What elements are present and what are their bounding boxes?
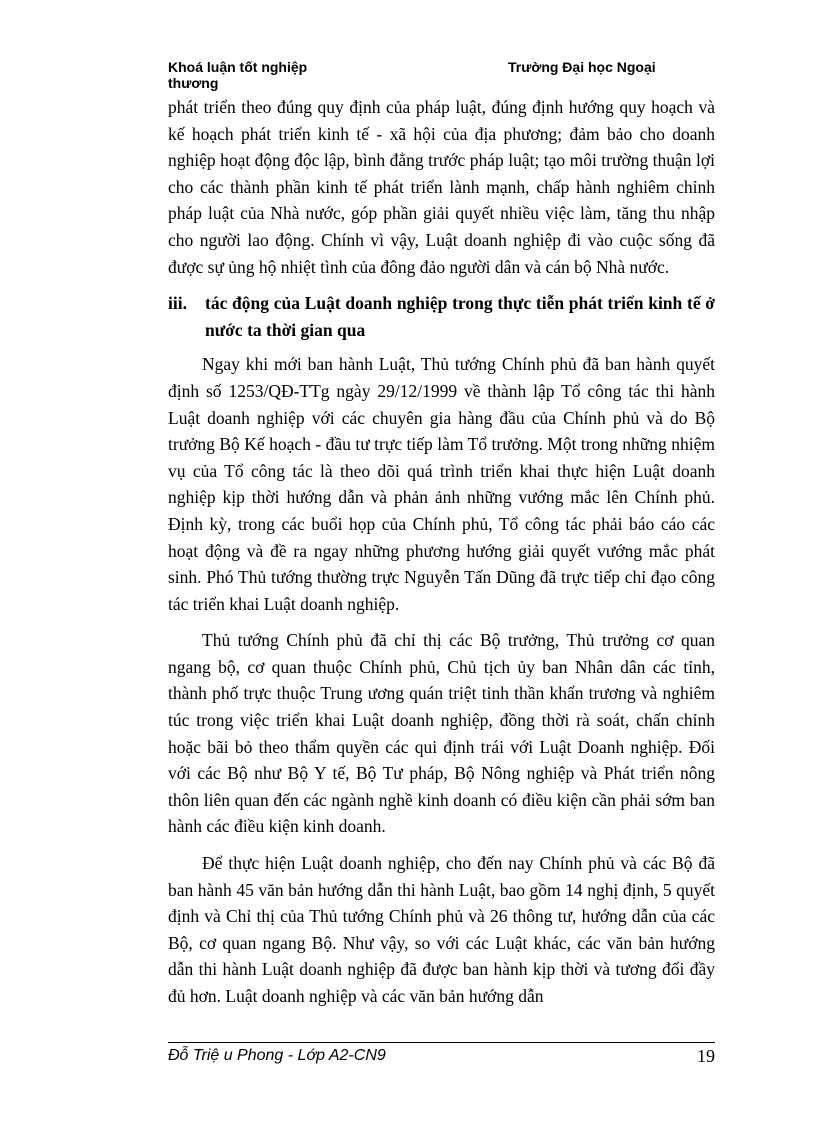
header-left	[168, 59, 368, 91]
body-paragraph: Ngay khi mới ban hành Luật, Thủ tướng Chính phủ đã ban hành quyết định số 1253/QĐ-TTg ngày 29/12/1999 về thành lập Tổ công tác thi hành Luật doanh nghiệp với các chuyên gia hàng đầu của Chính phủ và do Bộ trưởng Bộ Kế hoạch - đầu tư trực tiếp làm Tổ trưởng. Một trong những nhiệm vụ của Tổ công tác là theo dõi quá trình triển khai thực hiện Luật doanh nghiệp kịp thời hướng dẫn và phản ảnh những vướng mắc lên Chính phủ. Định kỳ, trong các buổi họp của Chính phủ, Tổ công tác phải báo cáo các hoạt động và đề ra ngay những phương hướng giải quyết vướng mắc phát sinh. Phó Thủ tướng thường trực Nguyễn Tấn Dũng đã trực tiếp chỉ đạo công tác triển khai Luật doanh nghiệp.	[168, 354, 715, 614]
header-thesis-label: Khoá luận tốt nghiệp	[168, 59, 308, 75]
section-title: tác động của Luật doanh nghiệp trong thực tiễn phát triển kinh tế ở nước ta thời gian qua	[205, 293, 715, 340]
body-paragraph: Để thực hiện Luật doanh nghiệp, cho đến nay Chính phủ và các Bộ đã ban hành 45 văn bản hướng dẫn thi hành Luật, bao gồm 14 nghị định, 5 quyết định và Chỉ thị của Thủ tướng Chính phủ và 26 thông tư, hướng dẫn của các Bộ, cơ quan ngang Bộ. Như vậy, so với các Luật khác, các văn bản hướng dẫn thi hành Luật doanh nghiệp đã được ban hành kịp thời và tương đối đầy đủ hơn. Luật doanh nghiệp và các văn bản hướng dẫn	[168, 853, 715, 1006]
footer-author: Đỗ Triệ u Phong - Lớp A2-CN9	[168, 1047, 386, 1064]
header-university-name: Trường Đại học Ngoại	[508, 59, 656, 75]
page-footer	[168, 1046, 715, 1066]
body-paragraph: Thủ tướng Chính phủ đã chỉ thị các Bộ trưởng, Thủ trưởng cơ quan ngang bộ, cơ quan thuộc Chính phủ, Chủ tịch ủy ban Nhân dân các tỉnh, thành phố trực thuộc Trung ương quán triệt tinh thần khẩn trương và nghiêm túc trong việc triển khai Luật doanh nghiệp, đồng thời rà soát, chấn chỉnh hoặc bãi bỏ theo thẩm quyền các qui định trái với Luật Doanh nghiệp. Đối với các Bộ như Bộ Y tế, Bộ Tư pháp, Bộ Nông nghiệp và Phát triển nông thôn liên quan đến các ngành nghề kinh doanh có điều kiện cần phải sớm ban hành các điều kiện kinh doanh.	[168, 630, 715, 837]
footer-divider	[168, 1042, 715, 1043]
page-body	[168, 94, 715, 1010]
section-heading	[168, 290, 715, 343]
section-number: iii.	[168, 293, 187, 314]
header-thesis-label-cont: thương	[168, 75, 219, 91]
intro-paragraph: phát triển theo đúng quy định của pháp luật, đúng định hướng quy hoạch và kế hoạch phát triển kinh tế - xã hội của địa phương; đảm bảo cho doanh nghiệp hoạt động độc lập, bình đẳng trước pháp luật; tạo môi trường thuận lợi cho các thành phần kinh tế phát triển lành mạnh, chấp hành nghiêm chỉnh pháp luật của Nhà nước, góp phần giải quyết nhiều việc làm, tăng thu nhập cho người lao động. Chính vì vậy, Luật doanh nghiệp đi vào cuộc sống đã được sự ủng hộ nhiệt tình của đông đảo người dân và cán bộ Nhà nước.	[168, 97, 715, 277]
page-number: 19	[697, 1046, 715, 1066]
